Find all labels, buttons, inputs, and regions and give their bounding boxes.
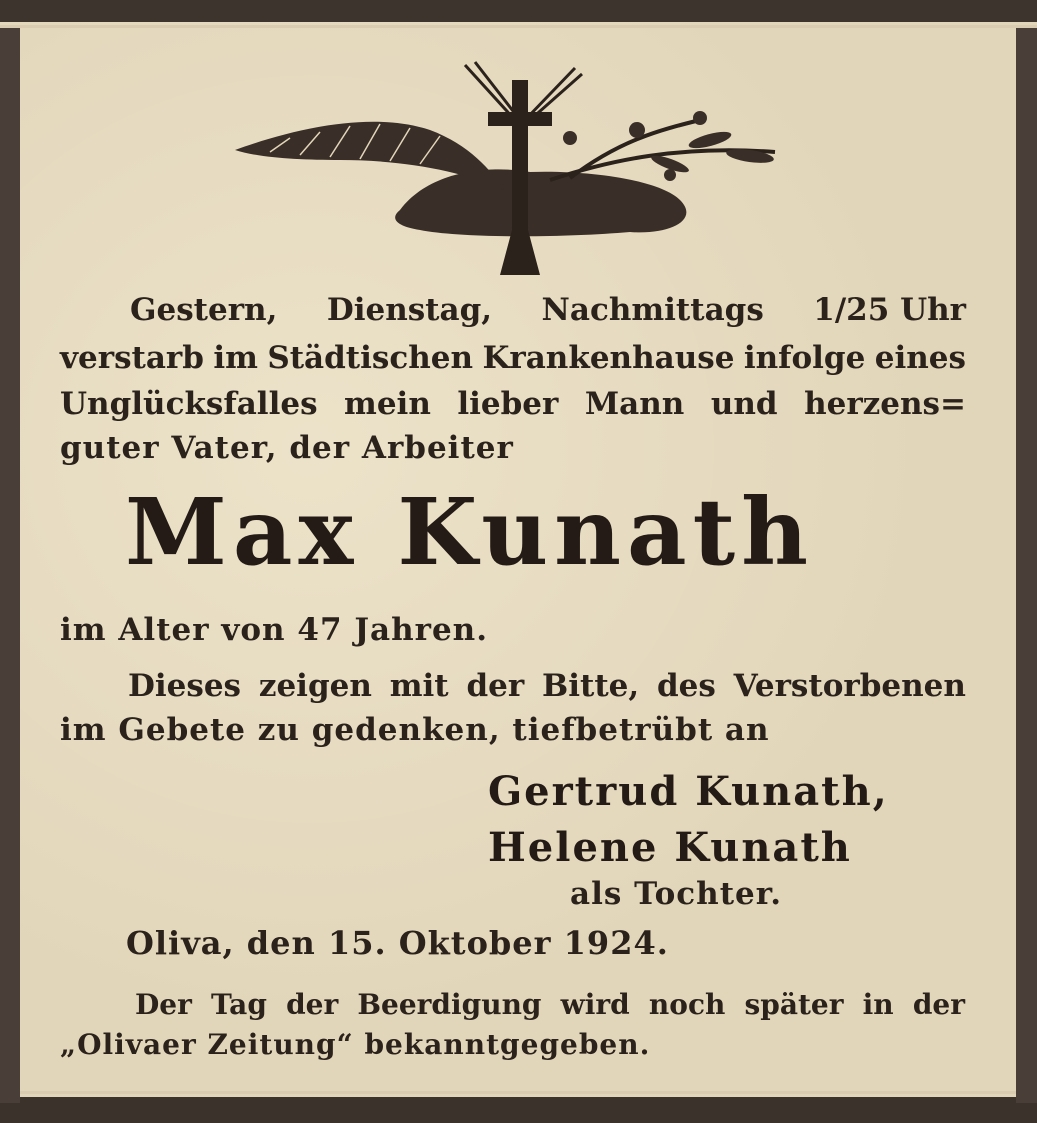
word: lieber [457,386,559,422]
word: zeigen [258,668,372,704]
time-text: 1/25 Uhr [813,292,966,328]
word: der [466,668,525,704]
word: Verstorbenen [733,668,966,704]
word: Bitte, [542,668,640,704]
place-date: Oliva, den 15. Oktober 1924. [126,924,669,962]
word: Nachmittags [541,292,764,328]
word: mit [389,668,449,704]
word: Tag [211,988,267,1021]
notice-line-4: guter Vater, der Arbeiter [60,430,514,466]
signer-gertrud: Gertrud Kunath, [488,768,889,815]
word: Unglücksfalles [60,386,318,422]
request-line-2: im Gebete zu gedenken, tiefbetrübt an [60,712,770,748]
word: Gestern, [130,292,278,328]
word: im [213,340,258,376]
footnote-line-2: „Olivaer Zeitung“ bekanntgegeben. [60,1028,651,1061]
notice-line-3 [60,386,966,422]
word: Beerdigung [357,988,542,1021]
cross-palm-wreath-icon [230,60,790,280]
word: des [656,668,716,704]
word: infolge [743,340,866,376]
signer-role: als Tochter. [570,876,783,912]
word: Dienstag, [326,292,493,328]
word: Städtischen [267,340,474,376]
left-border [0,28,20,1103]
word: Dieses [128,668,242,704]
word: und [710,386,778,422]
top-border [0,0,1037,22]
word: Krankenhause [482,340,735,376]
word: in [862,988,894,1021]
word: der [912,988,965,1021]
word: mein [344,386,431,422]
word: eines [874,340,966,376]
word: noch [648,988,726,1021]
right-border [1016,28,1037,1103]
signer-helene: Helene Kunath [488,824,852,871]
bottom-border [0,1097,1037,1123]
word: Der [135,988,192,1021]
word: später [744,988,844,1021]
notice-line-2 [60,340,966,376]
word: verstarb [60,340,204,376]
deceased-name: Max Kunath [125,478,815,586]
word: der [286,988,339,1021]
opening-line [130,292,966,328]
footnote-line-1 [135,988,965,1021]
request-line-1 [128,668,966,704]
word: Mann [584,386,685,422]
age-line: im Alter von 47 Jahren. [60,612,488,648]
word: herzens= [804,386,966,422]
word: wird [560,988,630,1021]
